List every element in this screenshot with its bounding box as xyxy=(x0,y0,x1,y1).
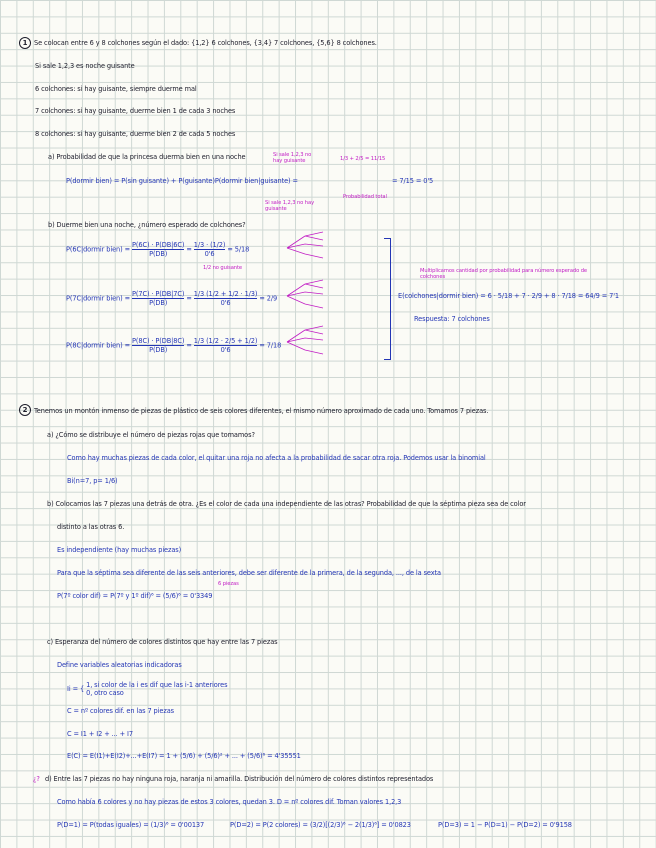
tree-7c xyxy=(287,280,323,308)
p1-b-8c-mid xyxy=(194,337,258,354)
p2-b-line-3: P(7º color dif) = P(7º y 1º dif)⁶ = (5/6)⁶ = 0'3349 xyxy=(57,592,213,600)
rule-2: 6 colchones: si hay guisante, siempre duerme mal xyxy=(35,85,197,93)
p1-b-6c-mid xyxy=(194,241,226,258)
p2-b-line-1: Es independiente (hay muchas piezas) xyxy=(57,546,182,554)
p1-question-b: b) Duerme bien una noche, ¿número esperado de colchones? xyxy=(48,221,246,229)
p1-b-row-6c: P(6C|dormir bien) = $\frac{P(6C) \cdot P(DB|6C)}{P(DB)}$ = $\frac{1/3 \cdot (1/2)}{0'6}$ = 5/18 xyxy=(66,241,250,258)
p1-b-7c-lhs: P(7C|dormir bien) = xyxy=(66,294,130,303)
p1-a-formula: P(dormir bien) = P(sin guisante) + P(guisante)P(dormir bien|guisante) = xyxy=(66,177,298,185)
rule-3: 7 colchones: si hay guisante, duerme bien 1 de cada 3 noches xyxy=(35,107,236,115)
problem-2-number: 2 xyxy=(19,404,31,416)
p2-b-note: 6 piezas xyxy=(218,581,239,587)
p1-b-8c-frac xyxy=(132,337,184,354)
p1-b-8c-den: P(DB) xyxy=(149,346,168,354)
p2-c-case-1: 1, si color de la i es dif que las i-1 anteriores xyxy=(86,681,228,689)
p1-b-6c-den: P(DB) xyxy=(149,250,168,258)
p1-b-8c-num: P(8C) · P(DB|8C) xyxy=(132,337,185,345)
p2-c-line-3: C = nº colores dif. en las 7 piezas xyxy=(67,707,174,715)
p1-a-result: = 7/15 = 0'5 xyxy=(392,177,434,185)
p2-d-line-2b: P(D=2) = P(2 colores) = (3/2)[(2/3)⁶ − 2(1/3)⁶] = 0'0823 xyxy=(230,821,411,829)
p1-b-6c-res: = 5/18 xyxy=(227,245,250,254)
problem-2-title: Tenemos un montón inmenso de piezas de plástico de seis colores diferentes, el mismo número aproximado de cada uno. Tomamos 7 piezas. xyxy=(34,407,489,415)
p1-b-7c-frac xyxy=(132,290,184,307)
p1-b-row-7c: P(7C|dormir bien) = $\frac{P(7C) \cdot P(DB|7C)}{P(DB)}$ = $\frac{1/3 (1/2 + 1/2 \cdot 1/3)}{0'6}$ = 2/9 xyxy=(66,290,278,307)
p2-c-indicator: Ii = { 1, si color de la i es dif que las i-1 anteriores 0, otro caso xyxy=(67,681,228,697)
p1-b-6c-num: P(6C) · P(DB|6C) xyxy=(132,241,185,249)
p2-d-line-2c: P(D=3) = 1 − P(D=1) − P(D=2) = 0'9158 xyxy=(438,821,572,829)
p1-a-note-mid: 1/3 + 2/5 = 11/15 xyxy=(340,156,386,162)
p1-b-7c-num: P(7C) · P(DB|7C) xyxy=(132,290,185,298)
tree-8c xyxy=(287,326,323,354)
rule-1: Si sale 1,2,3 es noche guisante xyxy=(35,62,135,70)
p1-b-answer: Respuesta: 7 colchones xyxy=(414,315,490,323)
p2-question-a: a) ¿Cómo se distribuye el número de piezas rojas que tomamos? xyxy=(47,431,255,439)
tree-6c xyxy=(287,232,323,258)
p2-question-b: b) Colocamos las 7 piezas una detrás de otra. ¿Es el color de cada una independiente de las otras? Probabilidad de que la séptima pieza sea de color xyxy=(47,500,526,508)
p2-d-mark: ¿? xyxy=(33,775,40,783)
p1-b-6c-mid-num: 1/3 · (1/2) xyxy=(193,241,226,249)
problem-1-title: Se colocan entre 6 y 8 colchones según el dado: {1,2} 6 colchones, {3,4} 7 colchones, {5,6} 8 colchones. xyxy=(34,39,377,47)
right-brace xyxy=(384,238,391,360)
p1-a-note-bottom: Si sale 1,2,3 no hay guisante xyxy=(265,200,315,212)
p1-b-8c-res: = 7/18 xyxy=(259,341,282,350)
p1-question-a: a) Probabilidad de que la princesa duerma bien en una noche xyxy=(48,153,246,161)
p1-b-expectation: E(colchones|dormir bien) = 6 · 5/18 + 7 · 2/9 + 8 · 7/18 = 64/9 = 7'1 xyxy=(398,292,620,300)
probability-tree-sketches xyxy=(283,230,353,360)
p2-b-line-2: Para que la séptima sea diferente de las seis anteriores, debe ser diferente de la primera, de la segunda, ..., de la sexta xyxy=(57,569,441,577)
p2-c-line-1: Define variables aleatorias indicadoras xyxy=(57,661,182,669)
p1-b-row-8c: P(8C|dormir bien) = $\frac{P(8C) \cdot P(DB|8C)}{P(DB)}$ = $\frac{1/3 (1/2 \cdot 2/5 + 1/2)}{0'6}$ = 7/18 xyxy=(66,337,282,354)
p2-question-d: d) Entre las 7 piezas no hay ninguna roja, naranja ni amarilla. Distribución del número de colores distintos representados xyxy=(45,775,434,783)
p1-b-7c-mid-den: 0'6 xyxy=(220,299,231,307)
p1-b-8c-lhs: P(8C|dormir bien) = xyxy=(66,341,130,350)
rule-4: 8 colchones: si hay guisante, duerme bien 2 de cada 5 noches xyxy=(35,130,236,138)
p1-a-note-sum: Probabilidad total xyxy=(343,194,387,200)
p2-d-line-1: Como había 6 colores y no hay piezas de estos 3 colores, quedan 3. D = nº colores dif. Toman valores 1,2,3 xyxy=(57,798,402,806)
p1-b-6c-frac xyxy=(132,241,184,258)
p2-a-line-2: Bi(n=7, p= 1/6) xyxy=(67,477,118,485)
p2-d-line-2a: P(D=1) = P(todas iguales) = (1/3)⁶ = 0'00137 xyxy=(57,821,205,829)
p2-c-line-4: C = I1 + I2 + ... + I7 xyxy=(67,730,133,738)
problem-1-number: 1 xyxy=(19,37,31,49)
p1-b-6c-mid-den: 0'6 xyxy=(204,250,215,258)
p1-b-7c-den: P(DB) xyxy=(149,299,168,307)
p1-a-note-top: Si sale 1,2,3 no hay guisante xyxy=(273,152,312,164)
p1-b-7c-mid xyxy=(194,290,258,307)
p1-b-6c-lhs: P(6C|dormir bien) = xyxy=(66,245,130,254)
p1-b-8c-mid-num: 1/3 (1/2 · 2/5 + 1/2) xyxy=(193,337,258,345)
p1-b-side-note: Multiplicamos cantidad por probabilidad para número esperado de colchones xyxy=(420,268,587,280)
p2-c-line-5: E(C) = E(I1)+E(I2)+...+E(I7) = 1 + (5/6) + (5/6)² + ... + (5/6)⁶ = 4'35551 xyxy=(67,752,301,760)
p2-a-line-1: Como hay muchas piezas de cada color, el quitar una roja no afecta a la probabilidad de sacar otra roja. Podemos usar la binomial xyxy=(67,454,486,462)
p2-question-c: c) Esperanza del número de colores distintos que hay entre las 7 piezas xyxy=(47,638,278,646)
p1-b-7c-mid-num: 1/3 (1/2 + 1/2 · 1/3) xyxy=(193,290,258,298)
p2-c-case-2: 0, otro caso xyxy=(86,689,124,697)
p1-b-8c-mid-den: 0'6 xyxy=(220,346,231,354)
p1-b-7c-res: = 2/9 xyxy=(259,294,278,303)
p2-c-cases xyxy=(86,681,227,697)
p1-b-6c-under: 1/2 no guisante xyxy=(203,265,243,271)
p2-question-b-cont: distinto a las otras 6. xyxy=(57,523,125,531)
